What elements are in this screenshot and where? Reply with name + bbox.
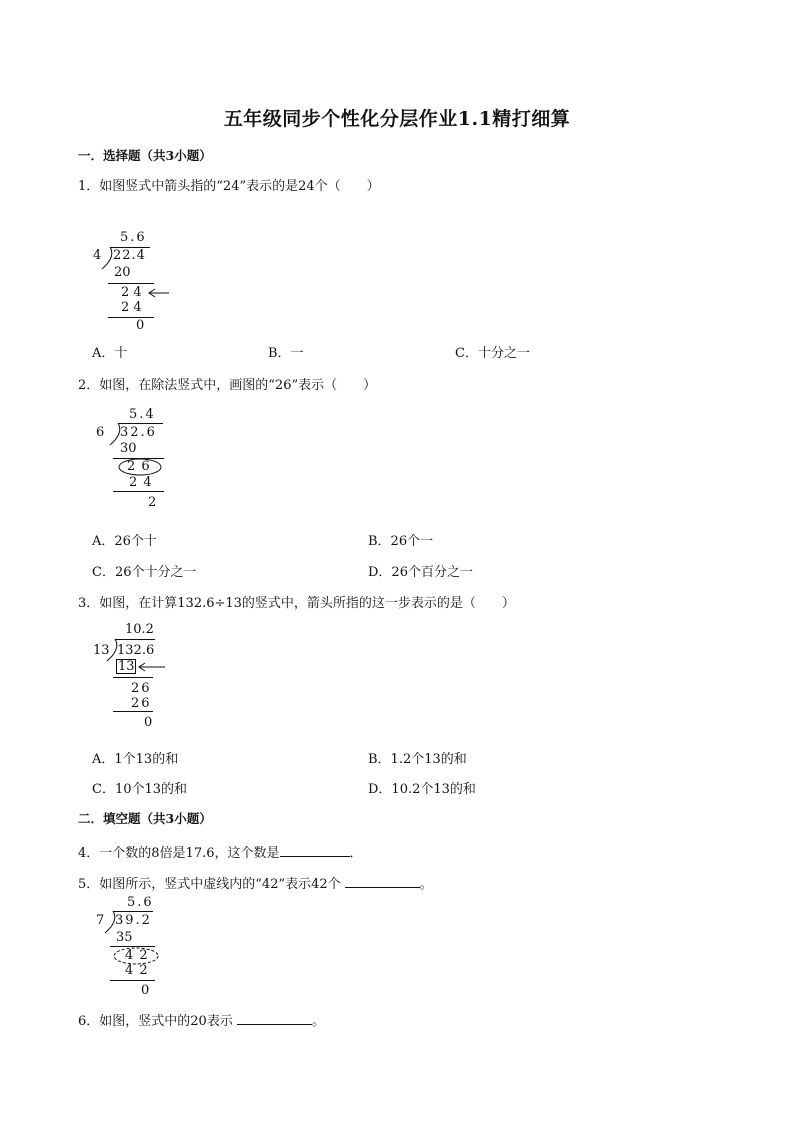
q5-rule-2 — [110, 980, 155, 981]
q5-remainder: 0 — [141, 983, 150, 998]
question-4-line — [78, 842, 363, 861]
q1-option-a[interactable]: A．十 — [92, 346, 128, 361]
q2-option-a[interactable]: A．26个十 — [92, 534, 157, 549]
question-1-text: 1．如图竖式中箭头指的“24”表示的是24个（ ） — [78, 179, 380, 194]
q2-vinculum — [118, 423, 163, 424]
q4-answer-blank[interactable] — [280, 844, 350, 857]
q3-step-3: 26 — [131, 696, 152, 711]
q1-step-3: 2 4 — [121, 300, 142, 315]
q3-rule-1 — [113, 677, 153, 678]
question-2-text: 2．如图，在除法竖式中，画图的“26”表示（ ） — [78, 378, 377, 393]
q1-option-c[interactable]: C．十分之一 — [455, 346, 530, 361]
q6-text: 6．如图，竖式中的20表示 — [78, 1014, 237, 1029]
q3-step-1: 13 — [118, 659, 135, 674]
q3-rule-2 — [113, 711, 153, 712]
q1-option-b[interactable]: B．一 — [268, 346, 304, 361]
q2-step-3: 2 4 — [129, 475, 153, 490]
q2-option-d[interactable]: D．26个百分之一 — [368, 565, 473, 580]
q1-rule-2 — [108, 317, 154, 318]
q2-option-b[interactable]: B．26个一 — [368, 534, 434, 549]
q3-option-d[interactable]: D．10.2个13的和 — [368, 782, 476, 797]
q5-vinculum — [113, 911, 153, 912]
q1-division-bracket — [100, 247, 114, 271]
question-3-text: 3．如图，在计算132.6÷13的竖式中，箭头所指的这一步表示的是（ ） — [78, 596, 515, 611]
q5-step-2: 4 2 — [125, 948, 149, 963]
page-title: 五年级同步个性化分层作业1.1精打细算 — [223, 108, 571, 130]
q1-step-1: 20 — [114, 265, 131, 280]
section-fill-heading: 二．填空题（共3小题） — [78, 811, 212, 826]
q3-divisor: 13 — [93, 643, 110, 658]
q3-arrow-icon — [137, 661, 167, 673]
q2-option-c[interactable]: C．26个十分之一 — [92, 565, 197, 580]
q1-quotient: 5.6 — [120, 230, 147, 245]
q6-answer-blank[interactable] — [237, 1012, 312, 1025]
question-5-line — [78, 873, 433, 892]
q3-quotient: 10.2 — [125, 622, 154, 637]
q3-step-2: 26 — [131, 681, 152, 696]
q3-option-a[interactable]: A．1个13的和 — [92, 752, 179, 767]
q2-divisor: 6 — [96, 425, 105, 440]
q4-text: 4．一个数的8倍是17.6，这个数是 — [78, 846, 280, 861]
q3-option-c[interactable]: C．10个13的和 — [92, 782, 188, 797]
q3-dividend: 132.6 — [117, 643, 155, 658]
q5-step-1: 35 — [116, 930, 133, 945]
q3-option-b[interactable]: B．1.2个13的和 — [368, 752, 467, 767]
q1-divisor: 4 — [93, 248, 102, 263]
q3-remainder: 0 — [144, 715, 153, 730]
q5-text: 5．如图所示，竖式中虚线内的“42”表示42个 — [78, 877, 345, 892]
q2-step-1: 30 — [120, 441, 137, 456]
q1-arrow-icon — [147, 287, 171, 299]
q5-quotient: 5.6 — [127, 895, 154, 910]
section-choice-heading: 一．选择题（共3小题） — [78, 148, 212, 163]
q5-text-end: 。 — [419, 877, 433, 892]
q1-rule-1 — [108, 283, 154, 284]
q5-divisor: 7 — [96, 913, 105, 928]
q2-step-2: 2 6 — [127, 459, 151, 474]
q1-dividend: 22.4 — [113, 248, 146, 263]
q1-step-2: 2 4 — [121, 285, 142, 300]
q2-rule-2 — [113, 491, 164, 492]
q1-remainder: 0 — [136, 318, 145, 333]
q2-dividend: 32.6 — [120, 425, 157, 440]
q5-step-3: 4 2 — [125, 963, 149, 978]
q6-text-end: 。 — [311, 1014, 325, 1029]
question-6-line — [78, 1010, 325, 1029]
q5-dividend: 39.2 — [115, 913, 152, 928]
q2-remainder: 2 — [148, 495, 157, 510]
q5-answer-blank[interactable] — [345, 875, 420, 888]
q3-vinculum — [115, 639, 155, 640]
q2-quotient: 5.4 — [129, 407, 156, 422]
q4-text-end: ． — [349, 846, 363, 861]
